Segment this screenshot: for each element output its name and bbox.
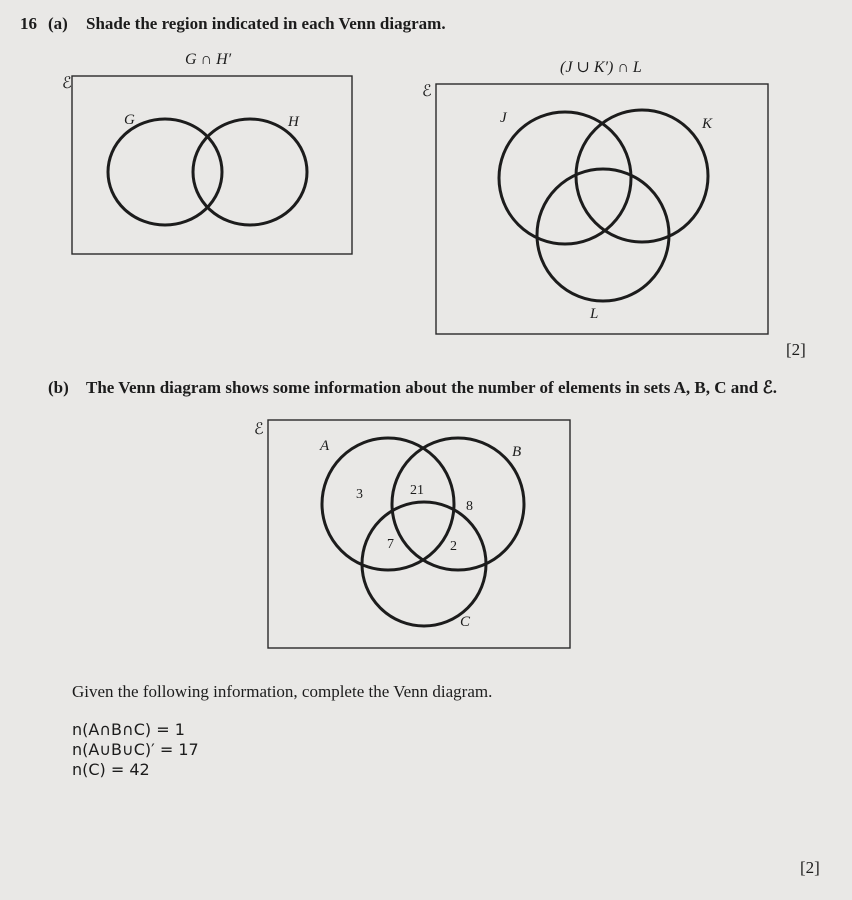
set-c-circle[interactable] — [362, 502, 486, 626]
universal-symbol: ℰ — [254, 421, 264, 438]
set-a-label: A — [320, 438, 330, 454]
part-a-marks: [2] — [786, 340, 806, 359]
universal-set-rect — [72, 76, 352, 254]
set-h-label: H — [288, 114, 299, 130]
set-l-label: L — [590, 306, 599, 322]
region-b-and-c-only: 2 — [450, 539, 457, 554]
set-c-label: C — [460, 614, 471, 630]
set-g-circle[interactable] — [108, 119, 222, 225]
condition-intersection: n(A∩B∩C) = 1 — [72, 720, 185, 739]
set-g-label: G — [124, 112, 135, 128]
set-l-circle[interactable] — [537, 169, 669, 301]
region-a-only: 3 — [356, 487, 363, 502]
universal-symbol: ℰ — [62, 75, 72, 92]
venn-diagram-g-h[interactable] — [60, 44, 360, 259]
question-number: 16 — [20, 14, 37, 33]
set-b-label: B — [512, 444, 522, 460]
set-h-circle[interactable] — [193, 119, 307, 225]
set-j-label: J — [500, 110, 507, 126]
part-b-prompt: The Venn diagram shows some information about the number of elements in sets A, B, C and ℰ. — [86, 378, 777, 397]
part-b-marks: [2] — [800, 858, 820, 877]
part-a-label: (a) — [48, 14, 68, 33]
condition-complement: n(A∪B∪C)′ = 17 — [72, 740, 199, 759]
part-b-label: (b) — [48, 378, 69, 397]
region-b-only: 8 — [466, 499, 473, 514]
region-a-and-c-only: 7 — [387, 537, 394, 552]
condition-n-c: n(C) = 42 — [72, 760, 150, 779]
region-a-and-b-only: 21 — [410, 483, 424, 498]
set-k-circle[interactable] — [576, 110, 708, 242]
venn-diagram-j-k-l[interactable] — [420, 52, 780, 340]
venn-diagram-a-b-c[interactable] — [244, 412, 574, 654]
universal-set-rect — [268, 420, 570, 648]
set-j-circle[interactable] — [499, 112, 631, 244]
diagram1-expression: G ∩ H′ — [185, 51, 232, 68]
universal-symbol: ℰ — [422, 83, 432, 100]
part-b-instruction: Given the following information, complete the Venn diagram. — [72, 682, 493, 701]
universal-set-rect — [436, 84, 768, 334]
part-a-prompt: Shade the region indicated in each Venn diagram. — [86, 14, 446, 33]
diagram2-expression: (J ∪ K′) ∩ L — [560, 59, 642, 76]
set-k-label: K — [702, 116, 713, 132]
